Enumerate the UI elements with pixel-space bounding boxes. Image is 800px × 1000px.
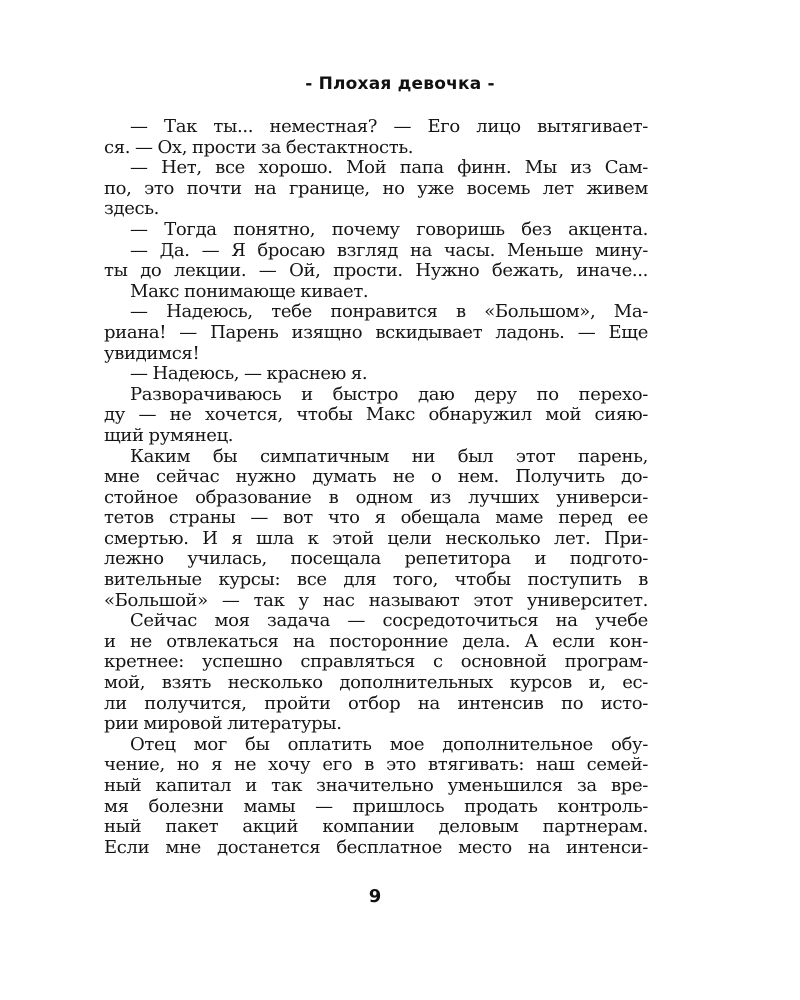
- text-line: «Большой» — так у нас называют этот университет.: [104, 589, 648, 611]
- text-line: здесь.: [104, 198, 160, 220]
- text-line: мя болезни мамы — пришлось продать контроль-: [104, 795, 648, 817]
- text-line: увидимся!: [104, 342, 200, 364]
- text-line: ты до лекции. — Ой, прости. Нужно бежать, иначе...: [104, 260, 648, 282]
- text-line: Разворачиваюсь и быстро даю деру по перехо-: [130, 383, 648, 405]
- text-line: мой, взять несколько дополнительных курсов и, ес-: [104, 672, 648, 694]
- text-line: щий румянец.: [104, 424, 234, 446]
- text-line: ный пакет акций компании деловым партнерам.: [104, 816, 648, 838]
- text-line: чение, но я не хочу его в это втягивать: наш семей-: [104, 754, 648, 776]
- text-line: лежно училась, посещала репетитора и подгото-: [104, 548, 648, 570]
- text-line: по, это почти на границе, но уже восемь лет живем: [104, 177, 648, 199]
- page-number: 9: [368, 886, 382, 907]
- text-line: — Надеюсь, тебе понравится в «Большом», Ма-: [130, 301, 648, 323]
- text-line: вительные курсы: все для того, чтобы поступить в: [104, 569, 648, 591]
- text-line: — Да. — Я бросаю взгляд на часы. Меньше мину-: [130, 239, 648, 261]
- text-line: смертью. И я шла к этой цели несколько лет. При-: [104, 527, 648, 549]
- text-line: ли получится, пройти отбор на интенсив по исто-: [104, 692, 648, 714]
- text-line: Макс понимающе кивает.: [130, 280, 369, 302]
- text-line: ся. — Ох, прости за бестактность.: [104, 136, 414, 158]
- text-line: ный капитал и так значительно уменьшился за вре-: [104, 775, 648, 796]
- text-line: риана! — Парень изящно вскидывает ладонь. — Еще: [104, 321, 648, 343]
- text-line: мне сейчас нужно думать не о нем. Получить до-: [104, 466, 648, 488]
- text-line: Если мне достанется бесплатное место на интенси-: [104, 836, 648, 858]
- text-line: — Так ты... неместная? — Его лицо вытягивает-: [130, 116, 648, 137]
- text-line: кретнее: успешно справляться с основной програм-: [104, 651, 648, 673]
- text-line: и не отвлекаться на посторонние дела. А если кон-: [104, 630, 648, 652]
- running-title: - Плохая девочка -: [305, 74, 495, 94]
- text-line: — Тогда понятно, почему говоришь без акцента.: [130, 218, 648, 240]
- text-line: стойное образование в одном из лучших универси-: [104, 486, 648, 508]
- text-line: тетов страны — вот что я обещала маме перед ее: [104, 507, 648, 529]
- text-line: Каким бы симпатичным ни был этот парень,: [130, 445, 648, 467]
- text-line: рии мировой литературы.: [104, 713, 342, 735]
- text-line: Сейчас моя задача — сосредоточиться на учебе: [130, 610, 648, 632]
- text-line: — Надеюсь, — краснею я.: [130, 363, 368, 385]
- body-text: [104, 117, 648, 858]
- text-line: Отец мог бы оплатить мое дополнительное обу-: [130, 733, 648, 755]
- text-line: — Нет, все хорошо. Мой папа финн. Мы из Сам-: [130, 157, 648, 179]
- text-line: ду — не хочется, чтобы Макс обнаружил мой сияю-: [104, 404, 648, 426]
